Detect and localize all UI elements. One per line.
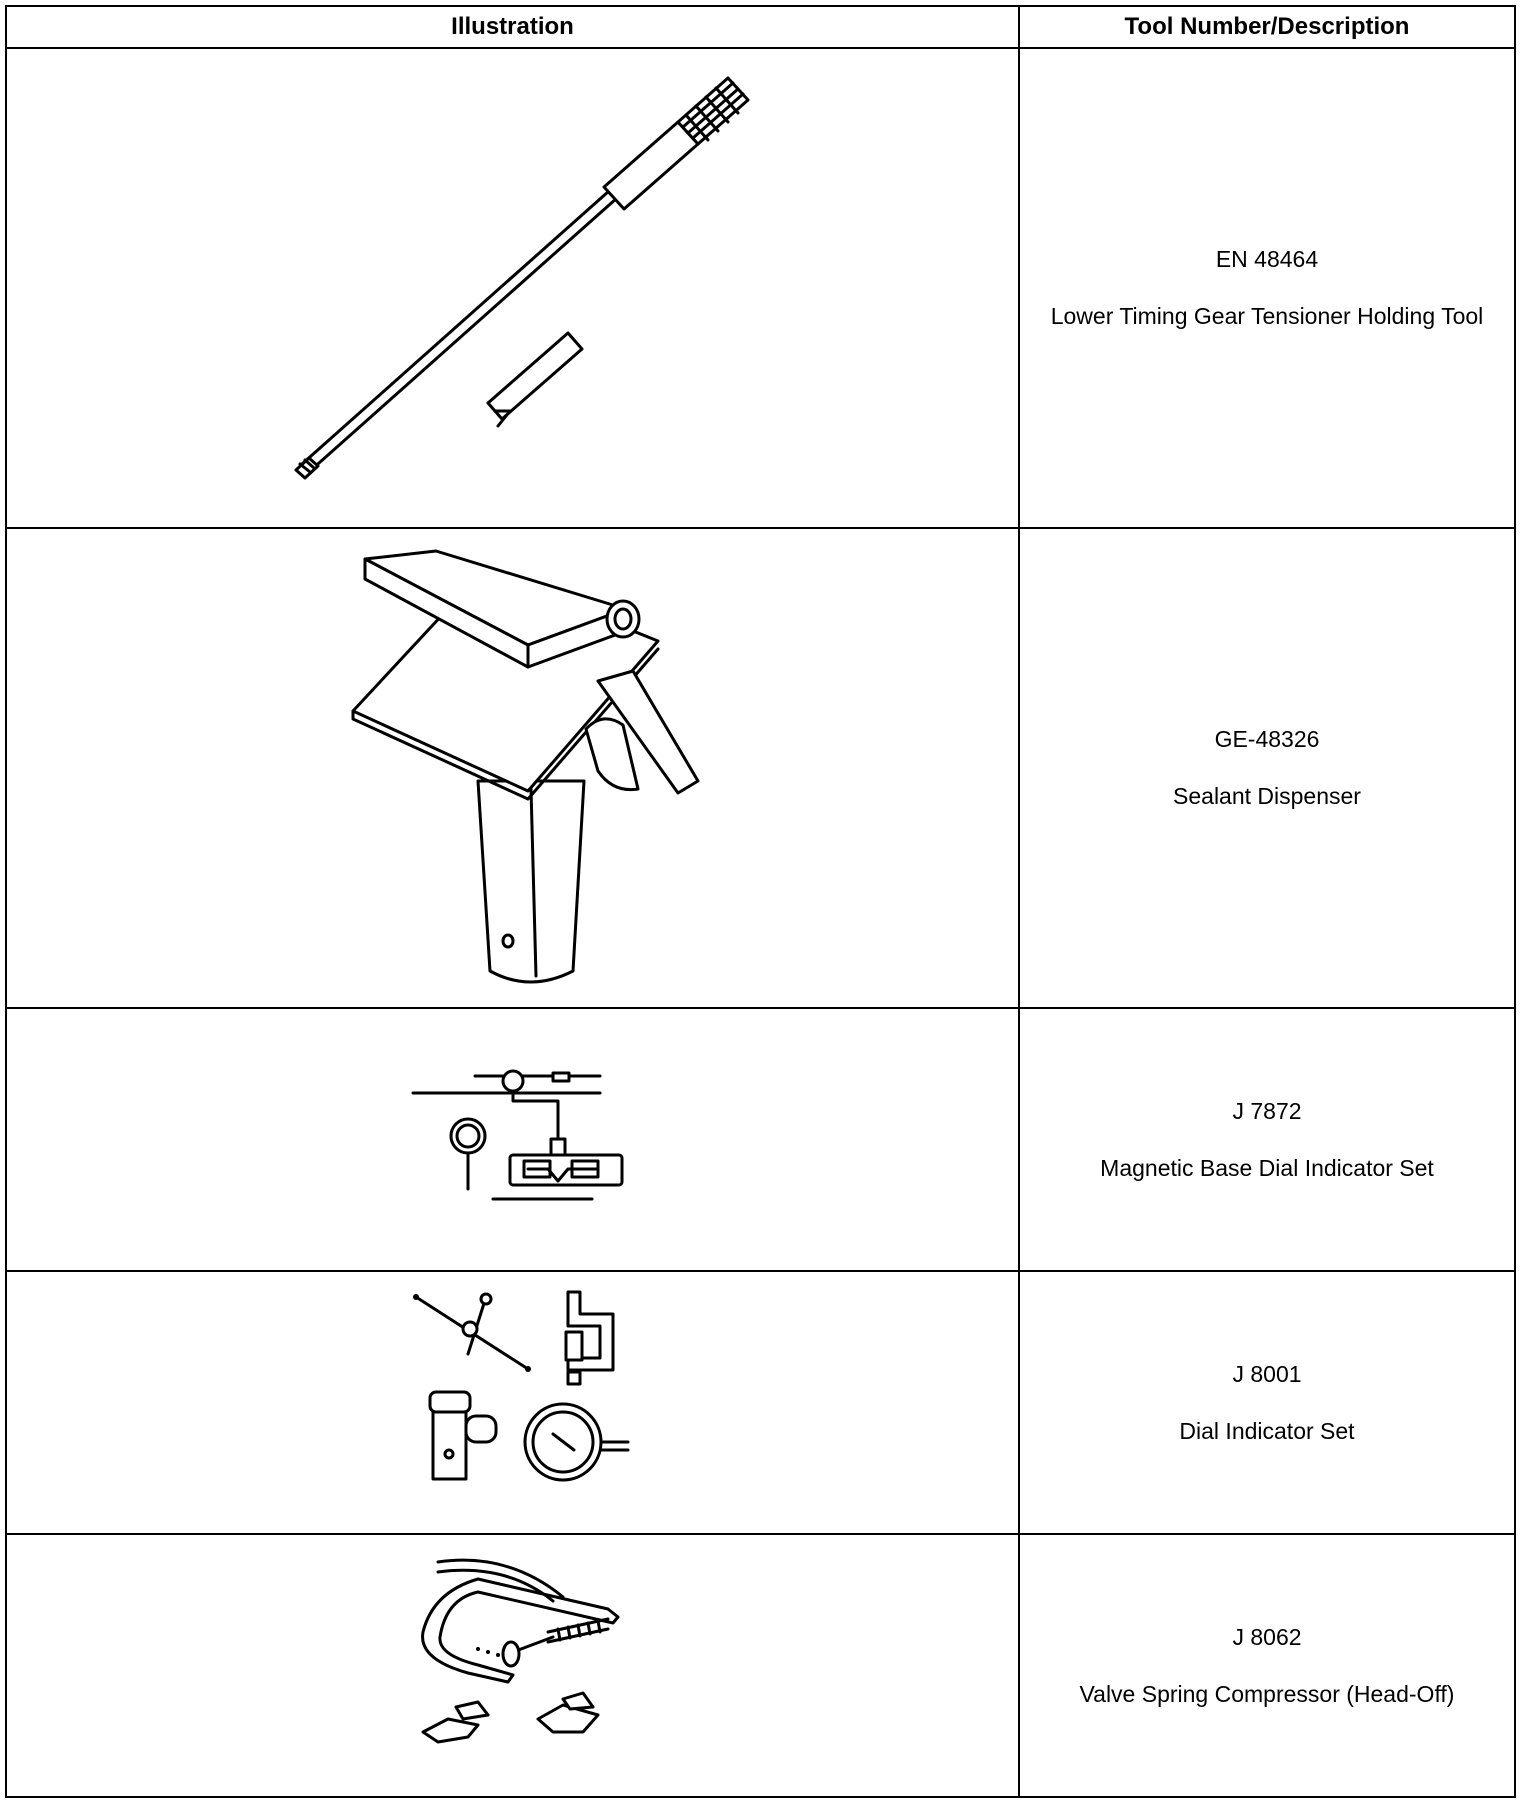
tool-number: J 8001 [1232, 1360, 1302, 1387]
tool-description: Lower Timing Gear Tensioner Holding Tool [1050, 303, 1484, 329]
table-row [6, 1008, 1515, 1271]
holding-tool-rod-icon [8, 51, 1017, 525]
description-cell [1019, 528, 1515, 1008]
tool-number: J 7872 [1232, 1097, 1302, 1124]
tool-description: Magnetic Base Dial Indicator Set [1100, 1154, 1434, 1181]
tool-description: Dial Indicator Set [1179, 1417, 1355, 1444]
table-row [6, 528, 1515, 1008]
tool-description: Valve Spring Compressor (Head-Off) [1079, 1680, 1455, 1707]
description-cell [1019, 1534, 1515, 1797]
header-illustration: Illustration [6, 6, 1019, 48]
tool-description: Sealant Dispenser [1173, 783, 1361, 809]
illustration-cell [6, 1271, 1019, 1534]
illustration-cell [6, 1008, 1019, 1271]
table-row [6, 1271, 1515, 1534]
tool-number: GE-48326 [1214, 726, 1320, 752]
valve-spring-compressor-icon [8, 1537, 1017, 1794]
dial-indicator-set-icon [8, 1274, 1017, 1531]
special-tools-table [5, 5, 1516, 1798]
magnetic-base-dial-indicator-icon [8, 1011, 1017, 1268]
header-tool-description: Tool Number/Description [1019, 6, 1515, 48]
illustration-cell [6, 1534, 1019, 1797]
sealant-dispenser-icon [8, 531, 1017, 1005]
table-row [6, 48, 1515, 528]
description-cell [1019, 1271, 1515, 1534]
tool-number: EN 48464 [1215, 246, 1319, 272]
description-cell [1019, 1008, 1515, 1271]
table-header-row [6, 6, 1515, 48]
description-cell [1019, 48, 1515, 528]
illustration-cell [6, 48, 1019, 528]
tool-number: J 8062 [1232, 1623, 1302, 1650]
illustration-cell [6, 528, 1019, 1008]
table-row [6, 1534, 1515, 1797]
